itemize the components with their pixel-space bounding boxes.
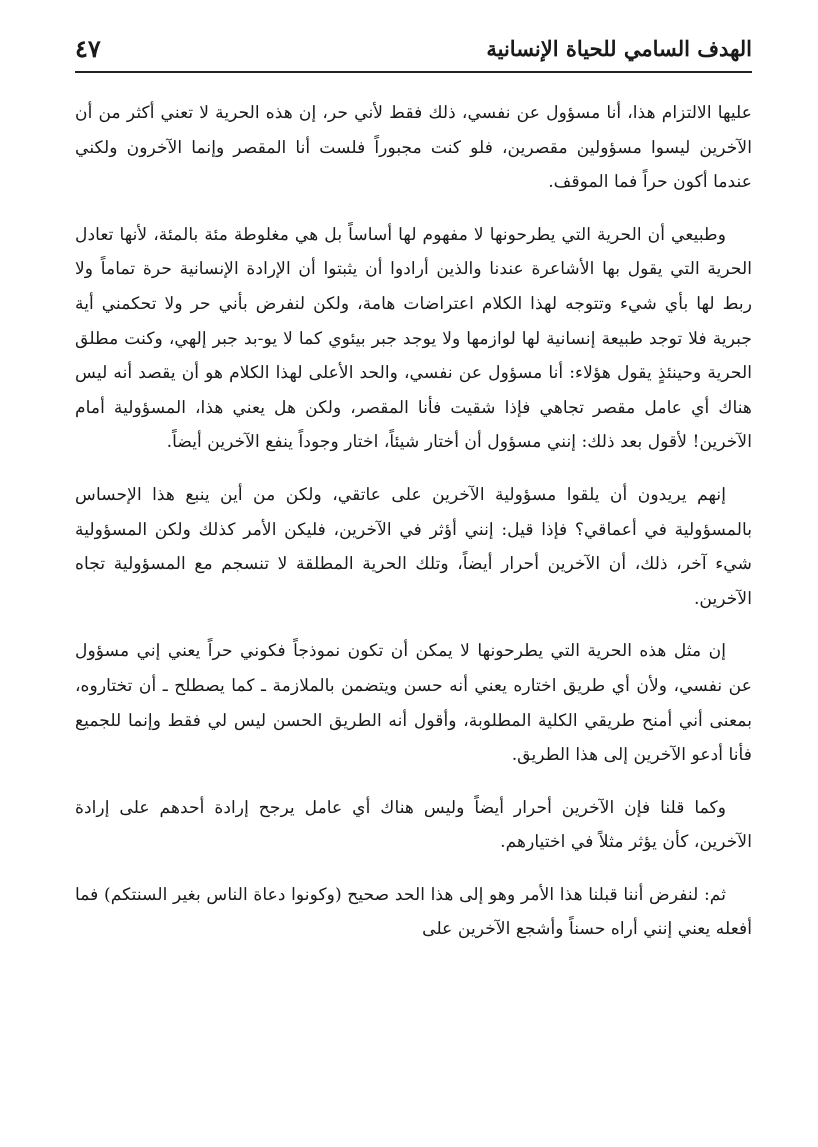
paragraph-6: ثم: لنفرض أننا قبلنا هذا الأمر وهو إلى هذا الحد صحيح (وكونوا دعاة الناس بغير السنتكم) فما أفعله يعني إنني أراه حسناً وأشجع الآخرين على (75, 884, 752, 940)
running-title: الهدف السامي للحياة الإنسانية (486, 35, 752, 61)
page-header (75, 26, 752, 70)
header-rule (75, 71, 752, 73)
paragraph-4: إن مثل هذه الحرية التي يطرحونها لا يمكن أن تكون نموذجاً فكوني حراً يعني إني مسؤول عن نفسي، ولأن أي طريق اختاره يعني أنه حسن ويتضمن بالملازمة ـ كما يصطلح ـ أن تختاروه، بمعنى أني أمنح طريقي الكلية المطلوبة، وأقول أنه الطريق الحسن ليس لي فقط وإنما للجميع فأنا أدعو الآخرين إلى هذا الطريق. (75, 641, 752, 766)
paragraph-5: وكما قلنا فإن الآخرين أحرار أيضاً وليس هناك أي عامل يرجح إرادة أحدهم على إرادة الآخرين، كأن يؤثر مثلاً في اختيارهم. (75, 797, 752, 853)
page-number: ٤٧ (75, 33, 101, 63)
paragraph-3: إنهم يريدون أن يلقوا مسؤولية الآخرين على عاتقي، ولكن من أين ينبع هذا الإحساس بالمسؤولية في أعماقي؟ فإذا قيل: إنني أؤثر في الآخرين، فليكن الأمر كذلك ولكن المسؤولية شيء آخر، ذلك، أن الآخرين أحرار أيضاً، وتلك الحرية المطلقة لا تنسجم مع المسؤولية تجاه الآخرين. (75, 484, 752, 609)
paragraph-1: عليها الالتزام هذا، أنا مسؤول عن نفسي، ذلك فقط لأني حر، إن هذه الحرية لا تعني أكثر من أن الآخرين ليسوا مسؤولين مقصرين، فلو كنت مجبوراً فلست أنا المقصر وإنما الآخرون ولكني عندما أكون حراً فما الموقف. (75, 103, 752, 193)
body-text (75, 96, 752, 965)
paragraph-2: وطبيعي أن الحرية التي يطرحونها لا مفهوم لها أساساً بل هي مغلوطة مئة بالمئة، لأنها تعادل الحرية التي يقول بها الأشاعرة عندنا والذين أرادوا أن يثبتوا أن الإرادة الإنسانية حرة تماماً ولا ربط لها بأي شيء وتتوجه لهذا الكلام اعتراضات هامة، ولكن لنفرض بأني حر ولا تحكمني أية جبرية فلا توجد طبيعة إنسانية لها لوازمها ولا يوجد جبر بيئوي كما لا يو-بد جبر إلهي، وكنت مطلق الحرية وحينئذٍ يقول هؤلاء: أنا مسؤول عن نفسي، والحد الأعلى لهذا الكلام هو أن يقصد أنه ليس هناك أي عامل مقصر تجاهي فإذا شقيت فأنا المقصر، ولكن هل يعني هذا، المسؤولية أمام الآخرين! لأقول بعد ذلك: إنني مسؤول أن أختار شيئاً، اختار وجوداً ينفع الآخرين أيضاً. (75, 224, 752, 453)
